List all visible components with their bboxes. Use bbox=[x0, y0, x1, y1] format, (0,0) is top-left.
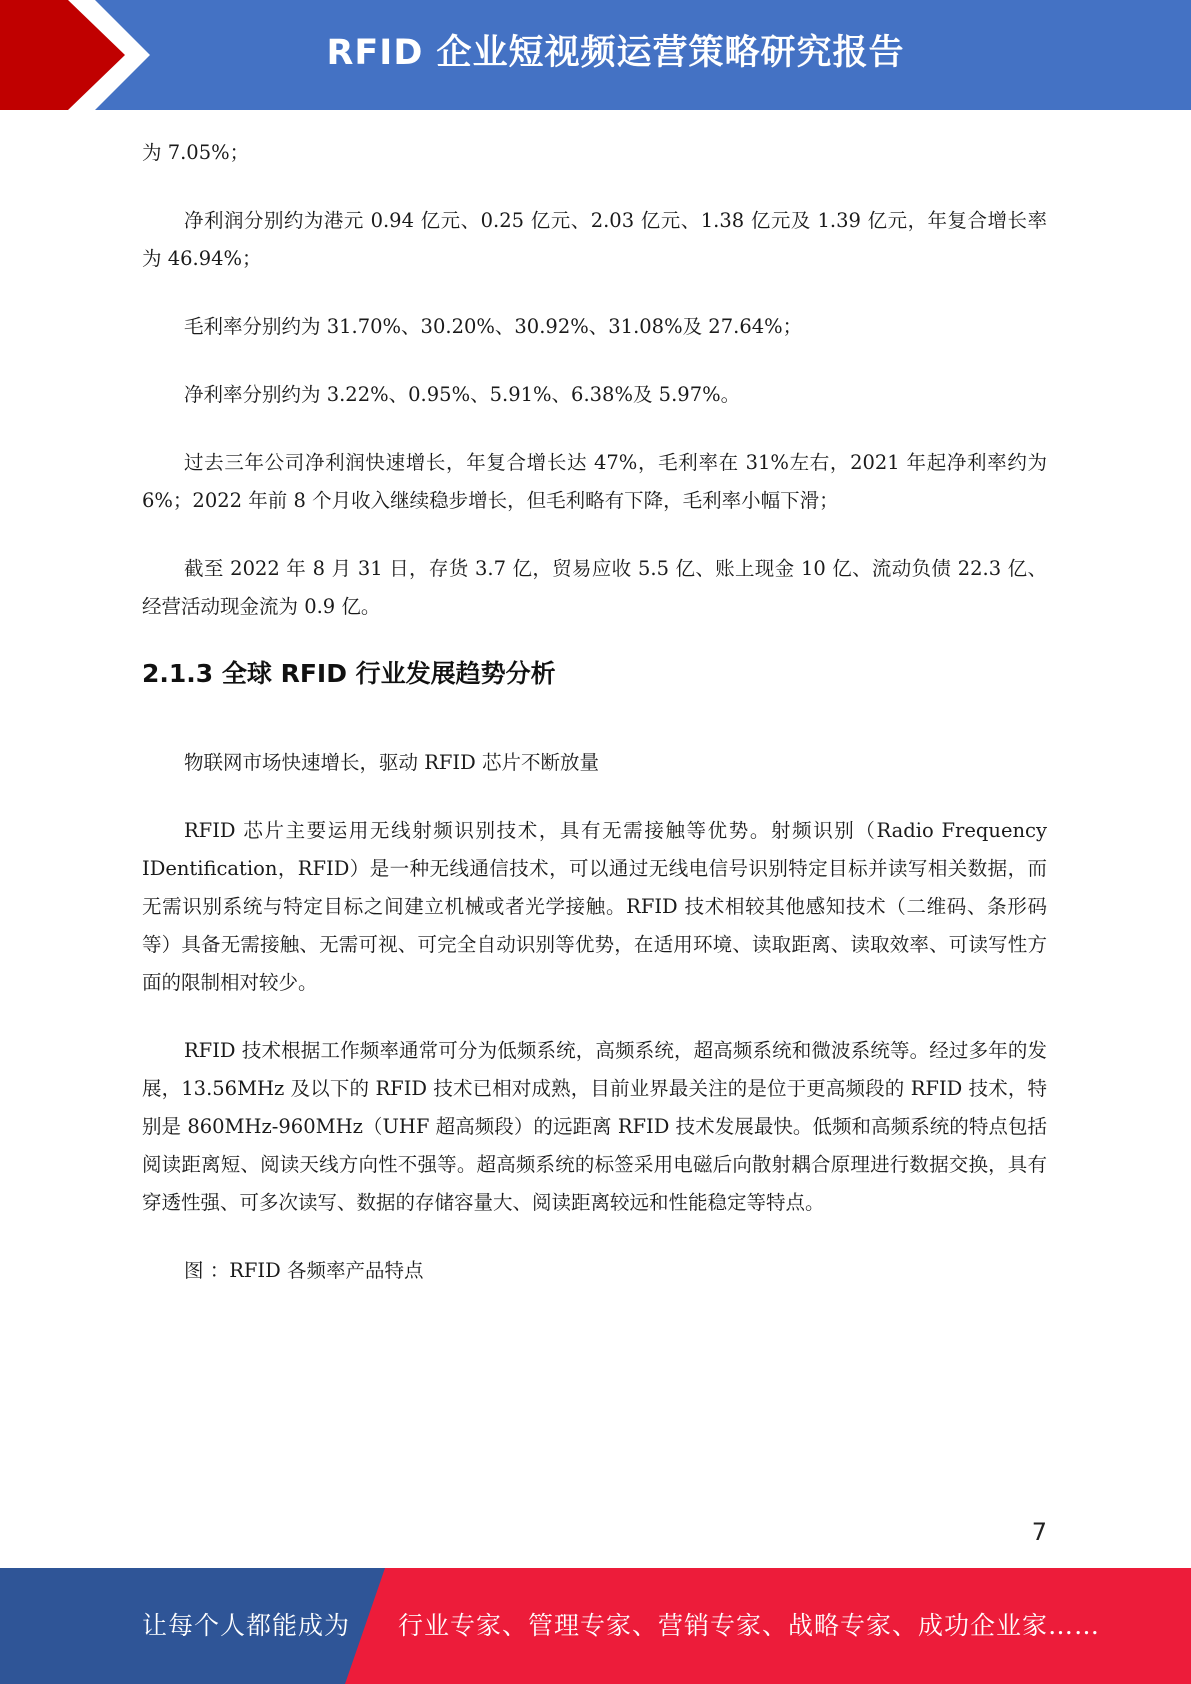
paragraph-net-profit: 净利润分别约为港元 0.94 亿元、0.25 亿元、2.03 亿元、1.38 亿元及 1.39 亿元，年复合增长率为 46.94%； bbox=[142, 209, 1047, 270]
section-heading: 2.1.3 全球 RFID 行业发展趋势分析 bbox=[142, 659, 556, 688]
footer-slogan-right: 行业专家、管理专家、营销专家、战略专家、成功企业家…… bbox=[398, 1611, 1101, 1640]
page-footer bbox=[0, 1568, 1191, 1684]
report-title: RFID 企业短视频运营策略研究报告 bbox=[326, 33, 905, 73]
paragraph-rfid-chip: RFID 芯片主要运用无线射频识别技术，具有无需接触等优势。射频识别（Radio Frequency IDentification，RFID）是一种无线通信技术，可以通过无线电信号识别特定目标并读写相关数据，而无需识别系统与特定目标之间建立机械或者光学接触。RFID 技术相较其他感知技术（二维码、条形码等）具备无需接触、无需可视、可完全自动识别等优势，在适用环境、读取距离、读取效率、可读写性方面的限制相对较少。 bbox=[142, 819, 1047, 994]
paragraph-rfid-frequency: RFID 技术根据工作频率通常可分为低频系统，高频系统，超高频系统和微波系统等。经过多年的发展，13.56MHz 及以下的 RFID 技术已相对成熟，目前业界最关注的是位于更高频段的 RFID 技术，特别是 860MHz-960MHz（UHF 超高频段）的远距离 RFID 技术发展最快。低频和高频系统的特点包括阅读距离短、阅读天线方向性不强等。超高频系统的标签采用电磁后向散射耦合原理进行数据交换，具有穿透性强、可多次读写、数据的存储容量大、阅读距离较远和性能稳定等特点。 bbox=[142, 1039, 1047, 1214]
paragraph-continuation: 为 7.05%； bbox=[142, 141, 250, 164]
page-number: 7 bbox=[1031, 1518, 1047, 1546]
paragraph-balance-sheet: 截至 2022 年 8 月 31 日，存货 3.7 亿，贸易应收 5.5 亿、账上现金 10 亿、流动负债 22.3 亿、经营活动现金流为 0.9 亿。 bbox=[142, 557, 1047, 618]
figure-caption: 图 ：RFID 各频率产品特点 bbox=[184, 1259, 424, 1282]
page-header bbox=[0, 0, 1191, 110]
header-ribbon-decoration bbox=[0, 0, 150, 110]
footer-slogan-left: 让每个人都能成为 bbox=[142, 1611, 351, 1640]
paragraph-gross-margin: 毛利率分别约为 31.70%、30.20%、30.92%、31.08%及 27.64%； bbox=[184, 315, 803, 338]
paragraph-net-margin: 净利率分别约为 3.22%、0.95%、5.91%、6.38%及 5.97%。 bbox=[184, 383, 741, 406]
paragraph-growth-summary: 过去三年公司净利润快速增长，年复合增长达 47%，毛利率在 31%左右，2021 年起净利率约为 6%；2022 年前 8 个月收入继续稳步增长，但毛利略有下降，毛利率小幅下滑； bbox=[142, 451, 1047, 512]
paragraph-iot-market: 物联网市场快速增长，驱动 RFID 芯片不断放量 bbox=[184, 751, 599, 774]
page-content bbox=[142, 134, 1047, 1290]
